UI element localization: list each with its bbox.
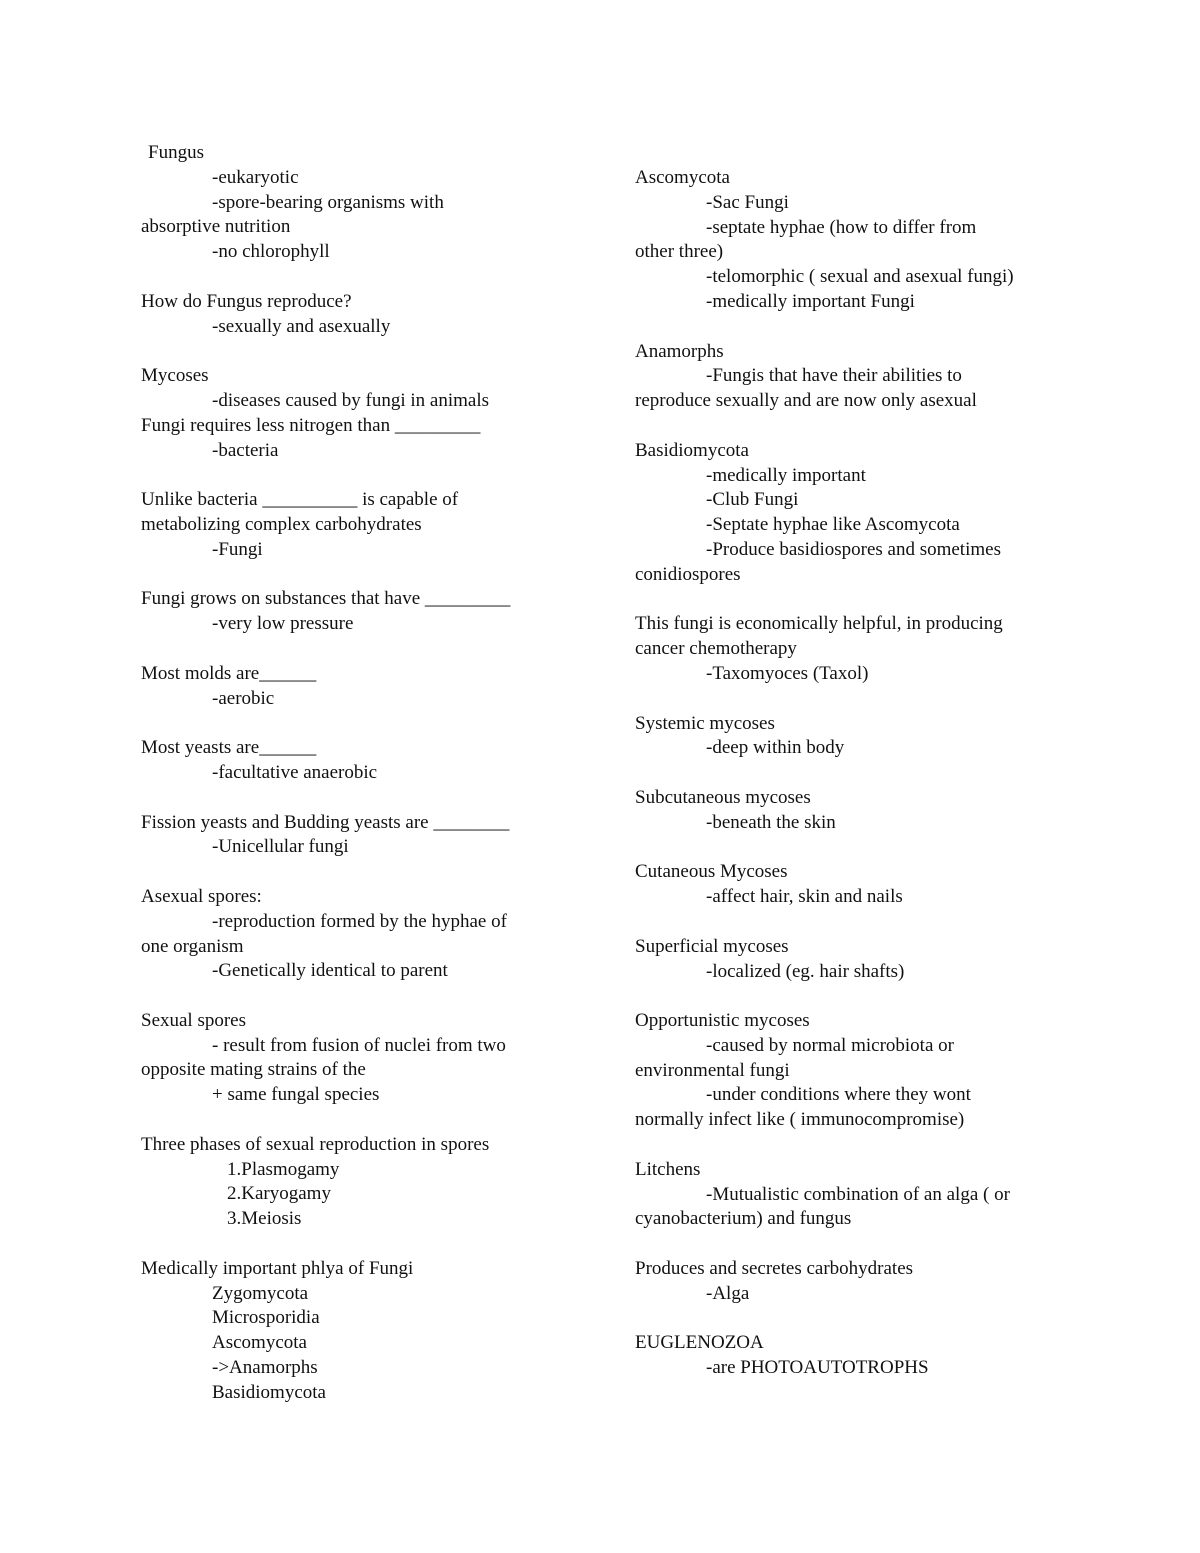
note-line: other three)	[635, 241, 724, 263]
note-subline: -no chlorophyll	[212, 241, 330, 263]
note-subline: -eukaryotic	[212, 166, 299, 188]
note-line: Three phases of sexual reproduction in spores	[141, 1133, 490, 1155]
blank-line	[141, 1232, 571, 1257]
note-subline: Basidiomycota	[212, 1381, 326, 1403]
blank-line	[635, 1232, 1065, 1257]
note-line: one organism	[141, 935, 244, 957]
note-line: Most molds are______	[141, 662, 317, 684]
note-subline: -deep within body	[706, 737, 845, 759]
note-subline: -bacteria	[212, 439, 279, 461]
note-line: Systemic mycoses	[635, 712, 775, 734]
note-subline: -telomorphic ( sexual and asexual fungi)	[706, 266, 1014, 288]
blank-line	[635, 984, 1065, 1009]
note-subline: -medically important Fungi	[706, 290, 915, 312]
note-subline: Microsporidia	[212, 1307, 320, 1329]
note-line: Asexual spores:	[141, 885, 262, 907]
note-line: Unlike bacteria __________ is capable of	[141, 489, 459, 511]
note-subline: Ascomycota	[212, 1332, 307, 1354]
note-line: Fungus	[148, 142, 204, 163]
note-line: metabolizing complex carbohydrates	[141, 513, 422, 535]
blank-line	[141, 637, 571, 662]
blank-line	[141, 984, 571, 1009]
note-line: Opportunistic mycoses	[635, 1010, 810, 1032]
note-subline: 1.Plasmogamy	[227, 1158, 340, 1180]
blank-line	[635, 910, 1065, 935]
note-subline: -facultative anaerobic	[212, 761, 378, 783]
note-subline: -Sac Fungi	[706, 191, 789, 213]
note-subline: 3.Meiosis	[227, 1208, 302, 1230]
right-column	[635, 166, 1065, 1381]
note-subline: -Unicellular fungi	[212, 836, 349, 858]
note-line: cancer chemotherapy	[635, 638, 797, 660]
blank-line	[141, 339, 571, 364]
note-line: Litchens	[635, 1158, 701, 1180]
blank-line	[635, 1133, 1065, 1158]
note-subline: -aerobic	[212, 687, 275, 709]
note-line: Fission yeasts and Budding yeasts are ________	[141, 811, 510, 833]
note-line: Anamorphs	[635, 340, 724, 362]
note-line: reproduce sexually and are now only asexual	[635, 390, 977, 412]
note-line: EUGLENOZOA	[635, 1332, 764, 1354]
note-subline: -Produce basidiospores and sometimes	[706, 538, 1001, 560]
note-line: absorptive nutrition	[141, 216, 291, 238]
note-subline: -Genetically identical to parent	[212, 960, 448, 982]
blank-line	[141, 860, 571, 885]
note-line: Ascomycota	[635, 167, 730, 188]
note-line: Produces and secretes carbohydrates	[635, 1258, 914, 1280]
note-subline: -spore-bearing organisms with	[212, 191, 444, 213]
note-subline: -Septate hyphae like Ascomycota	[706, 514, 960, 536]
note-line: Most yeasts are______	[141, 737, 317, 759]
note-subline: -sexually and asexually	[212, 315, 391, 337]
note-subline: -Mutualistic combination of an alga ( or	[706, 1183, 1010, 1205]
note-line: Sexual spores	[141, 1009, 247, 1031]
note-line: Cutaneous Mycoses	[635, 861, 788, 883]
note-subline: -Taxomyoces (Taxol)	[706, 662, 869, 684]
note-line: Medically important phlya of Fungi	[141, 1257, 414, 1279]
blank-line	[635, 761, 1065, 786]
note-line: Basidiomycota	[635, 439, 749, 461]
note-subline: -septate hyphae (how to differ from	[706, 216, 977, 238]
note-subline: -reproduction formed by the hyphae of	[212, 910, 507, 932]
note-subline: -medically important	[706, 464, 866, 486]
blank-line	[141, 265, 571, 290]
note-line: Fungi requires less nitrogen than _________	[141, 414, 481, 436]
note-line: opposite mating strains of the	[141, 1059, 366, 1081]
note-subline: -localized (eg. hair shafts)	[706, 960, 905, 982]
note-subline: -very low pressure	[212, 613, 354, 635]
note-subline: -Alga	[706, 1282, 750, 1304]
note-subline: -under conditions where they wont	[706, 1084, 971, 1106]
note-subline: -Fungi	[212, 538, 263, 560]
note-subline: Zygomycota	[212, 1282, 309, 1304]
note-subline: - result from fusion of nuclei from two	[212, 1034, 506, 1056]
note-subline: -caused by normal microbiota or	[706, 1034, 954, 1056]
blank-line	[141, 463, 571, 488]
left-column	[141, 141, 571, 1406]
blank-line	[141, 786, 571, 811]
note-line: conidiospores	[635, 563, 741, 585]
note-line: normally infect like ( immunocompromise)	[635, 1109, 965, 1131]
note-line: environmental fungi	[635, 1059, 790, 1081]
note-subline: 2.Karyogamy	[227, 1183, 331, 1205]
note-line: Fungi grows on substances that have _________	[141, 588, 511, 610]
note-subline: -diseases caused by fungi in animals	[212, 389, 490, 411]
blank-line	[141, 1108, 571, 1133]
note-subline: -beneath the skin	[706, 811, 836, 833]
note-line: Superficial mycoses	[635, 935, 789, 957]
note-line: This fungi is economically helpful, in producing	[635, 613, 1003, 635]
note-line: cyanobacterium) and fungus	[635, 1208, 852, 1230]
note-subline: -Fungis that have their abilities to	[706, 365, 962, 387]
note-line: How do Fungus reproduce?	[141, 290, 352, 312]
blank-line	[635, 836, 1065, 861]
note-line: Mycoses	[141, 365, 209, 387]
note-subline: -Club Fungi	[706, 489, 799, 511]
note-subline: ->Anamorphs	[212, 1357, 318, 1379]
blank-line	[635, 315, 1065, 340]
blank-line	[141, 563, 571, 588]
note-subline: + same fungal species	[212, 1084, 380, 1106]
note-subline: -are PHOTOAUTOTROPHS	[706, 1357, 929, 1379]
blank-line	[635, 687, 1065, 712]
blank-line	[635, 1307, 1065, 1332]
note-subline: -affect hair, skin and nails	[706, 886, 903, 908]
blank-line	[141, 711, 571, 736]
blank-line	[635, 588, 1065, 613]
note-line: Subcutaneous mycoses	[635, 786, 811, 808]
blank-line	[635, 414, 1065, 439]
